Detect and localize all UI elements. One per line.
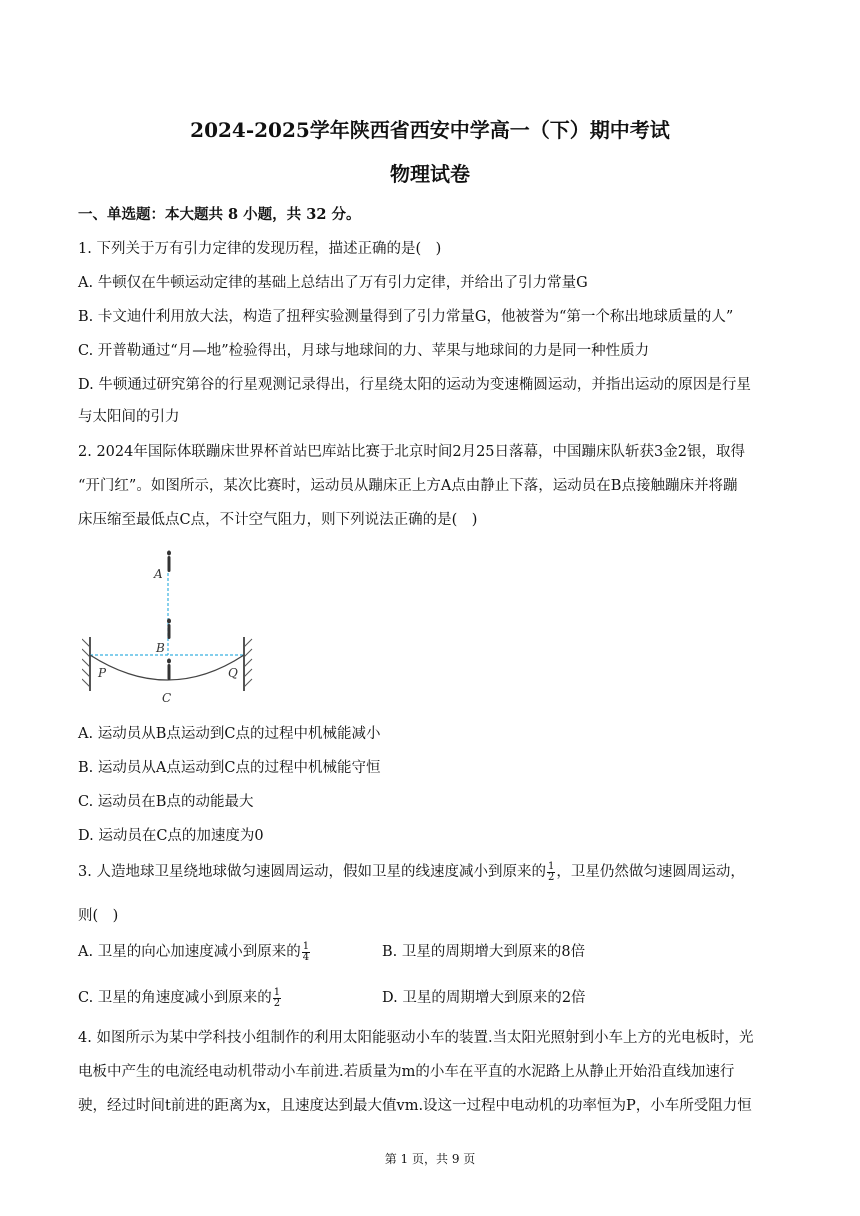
fraction-one-half: $\frac{1}{2}$	[547, 860, 555, 883]
trampoline-figure	[82, 543, 257, 708]
section-heading: 一、单选题：本大题共 8 小题，共 32 分。	[78, 206, 361, 223]
fraction-one-quarter: $\frac{1}{4}$	[302, 940, 310, 963]
q1-option-b: B. 卡文迪什利用放大法，构造了扭秤实验测量得到了引力常量G，他被誉为“第一个称出地球质量的人”	[78, 309, 734, 325]
q2-stem-line2: “开门红”。如图所示，某次比赛时，运动员从蹦床正上方A点由静止下落，运动员在B点接触蹦床并将蹦	[78, 478, 738, 494]
q1-option-d-line2: 与太阳间的引力	[78, 409, 180, 425]
figure-label-c: C	[162, 691, 172, 705]
q4-stem-line1: 4. 如图所示为某中学科技小组制作的利用太阳能驱动小车的装置.当太阳光照射到小车上方的光电板时，光	[78, 1030, 754, 1046]
exam-subtitle: 物理试卷	[390, 162, 470, 186]
q3-option-a: A. 卫星的向心加速度减小到原来的 $\frac{1}{4}$	[78, 940, 310, 963]
q3-stem-line1: 3. 人造地球卫星绕地球做匀速圆周运动，假如卫星的线速度减小到原来的 $\frac{1}{2}$ ，卫星仍然做匀速圆周运动，	[78, 860, 745, 883]
figure-label-q: Q	[228, 666, 238, 680]
q3-stem-line2: 则( )	[78, 908, 119, 924]
q2-stem-line1: 2. 2024年国际体联蹦床世界杯首站巴库站比赛于北京时间2月25日落幕，中国蹦床队斩获3金2银，取得	[78, 444, 745, 460]
q2-option-a: A. 运动员从B点运动到C点的过程中机械能减小	[78, 726, 381, 742]
q1-option-a: A. 牛顿仅在牛顿运动定律的基础上总结出了万有引力定律，并给出了引力常量G	[78, 275, 588, 291]
page-footer: 第 1 页，共 9 页	[384, 1152, 476, 1166]
q3-option-b: B. 卫星的周期增大到原来的8倍	[382, 944, 586, 960]
q1-option-c: C. 开普勒通过“月—地”检验得出，月球与地球间的力、苹果与地球间的力是同一种性质力	[78, 343, 650, 359]
q3-option-c: C. 卫星的角速度减小到原来的 $\frac{1}{2}$	[78, 986, 281, 1009]
q2-stem-line3: 床压缩至最低点C点，不计空气阻力，则下列说法正确的是( )	[78, 512, 478, 528]
exam-title: 2024-2025学年陕西省西安中学高一（下）期中考试	[190, 118, 670, 142]
q4-stem-line3: 驶，经过时间t前进的距离为x，且速度达到最大值vm.设这一过程中电动机的功率恒为P，小车所受阻力恒	[78, 1098, 752, 1114]
q1-option-d-line1: D. 牛顿通过研究第谷的行星观测记录得出，行星绕太阳的运动为变速椭圆运动，并指出运动的原因是行星	[78, 377, 751, 393]
q4-stem-line2: 电板中产生的电流经电动机带动小车前进.若质量为m的小车在平直的水泥路上从静止开始沿直线加速行	[78, 1064, 735, 1080]
fraction-one-half: $\frac{1}{2}$	[273, 986, 281, 1009]
q3-option-d: D. 卫星的周期增大到原来的2倍	[382, 990, 586, 1006]
q1-stem: 1. 下列关于万有引力定律的发现历程，描述正确的是( )	[78, 241, 442, 257]
figure-label-a: A	[154, 567, 163, 581]
q2-option-d: D. 运动员在C点的加速度为0	[78, 828, 264, 844]
q2-option-c: C. 运动员在B点的动能最大	[78, 794, 254, 810]
q2-option-b: B. 运动员从A点运动到C点的过程中机械能守恒	[78, 760, 381, 776]
figure-label-p: P	[98, 666, 107, 680]
figure-label-b: B	[156, 641, 165, 655]
